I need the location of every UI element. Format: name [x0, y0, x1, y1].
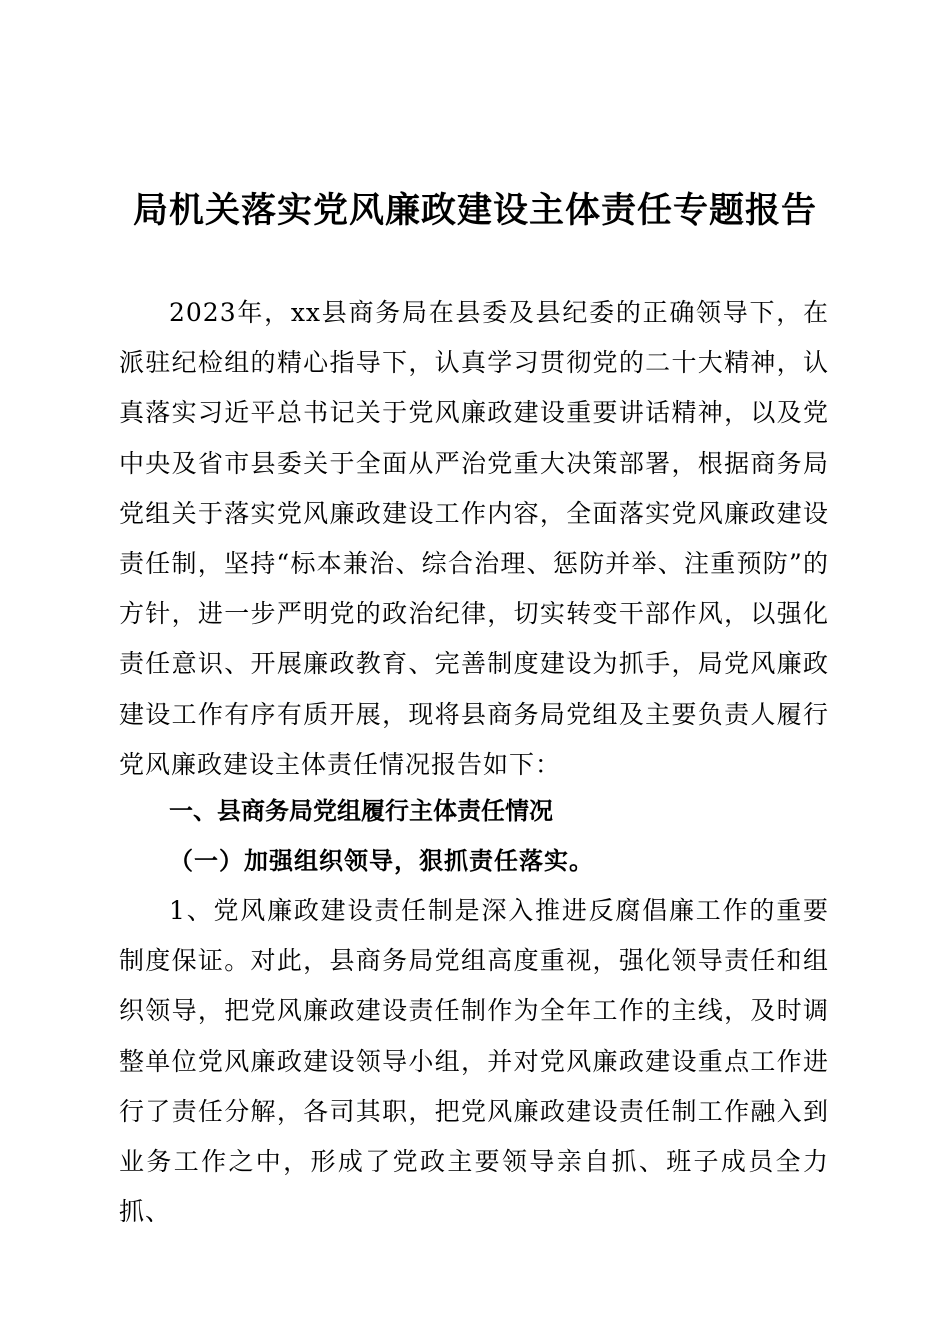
intro-paragraph: 2023年，xx县商务局在县委及县纪委的正确领导下，在派驻纪检组的精心指导下，认真学习贯彻党的二十大精神，认真落实习近平总书记关于党风廉政建设重要讲话精神，以及党中央及省市县委关于全面从严治党重大决策部署，根据商务局党组关于落实党风廉政建设工作内容，全面落实党风廉政建设责任制，坚持“标本兼治、综合治理、惩防并举、注重预防”的方针，进一步严明党的政治纪律，切实转变干部作风，以强化责任意识、开展廉政教育、完善制度建设为抓手，局党风廉政建设工作有序有质开展，现将县商务局党组及主要负责人履行党风廉政建设主体责任情况报告如下： [119, 298, 829, 779]
subsection-heading: （一）加强组织领导，狠抓责任落实。 [169, 846, 594, 875]
item-paragraph: 1、党风廉政建设责任制是深入推进反腐倡廉工作的重要制度保证。对此，县商务局党组高度重视，强化领导责任和组织领导，把党风廉政建设责任制作为全年工作的主线，及时调整单位党风廉政建设领导小组，并对党风廉政建设重点工作进行了责任分解，各司其职，把党风廉政建设责任制工作融入到业务工作之中，形成了党政主要领导亲自抓、班子成员全力抓、 [119, 896, 829, 1227]
section-heading: 一、县商务局党组履行主体责任情况 [169, 797, 553, 825]
document-title: 局机关落实党风廉政建设主体责任专题报告 [132, 190, 817, 231]
